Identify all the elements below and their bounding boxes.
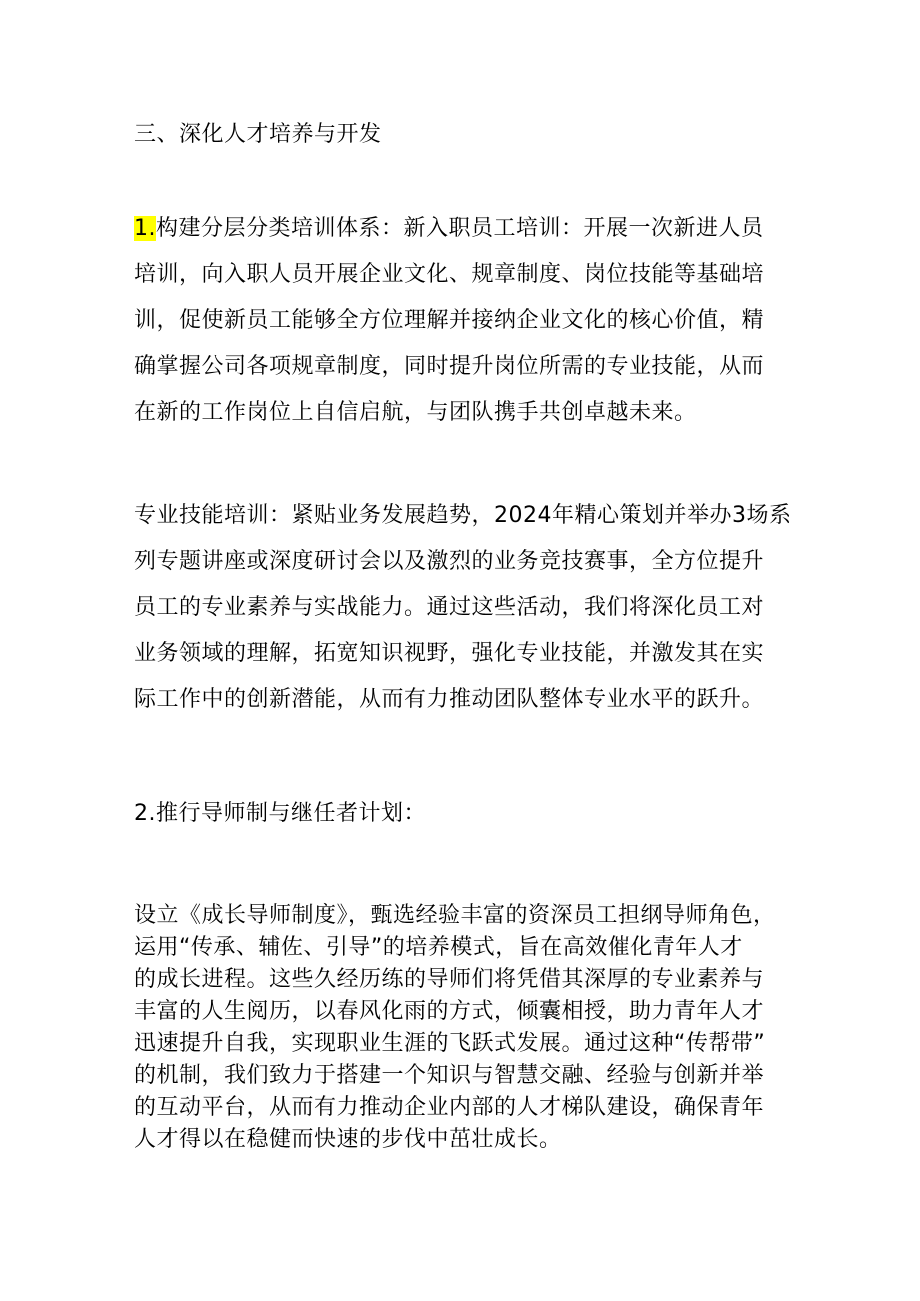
paragraph-mentorship <box>134 900 794 1156</box>
paragraph-line: 在新的工作岗位上自信启航，与团队携手共创卓越未来。 <box>134 400 697 425</box>
paragraph-skill-training <box>134 493 794 723</box>
paragraph-line: 运用“传承、辅佐、引导”的培养模式，旨在高效催化青年人才 <box>134 935 743 960</box>
paragraph-line: 训，促使新员工能够全方位理解并接纳企业文化的核心价值，精 <box>134 308 765 333</box>
paragraph-line: 1.构建分层分类培训体系：新入职员工培训：开展一次新进人员 <box>134 216 764 241</box>
section-heading: 三、深化人才培养与开发 <box>134 122 382 147</box>
paragraph-line: 列专题讲座或深度研讨会以及激烈的业务竞技赛事，全方位提升 <box>134 549 765 574</box>
paragraph-line: 的成长进程。这些久经历练的导师们将凭借其深厚的专业素养与 <box>134 967 765 992</box>
subheading-mentorship: 2.推行导师制与继任者计划： <box>134 801 426 826</box>
paragraph-line: 人才得以在稳健而快速的步伐中茁壮成长。 <box>134 1127 562 1152</box>
paragraph-line: 迅速提升自我，实现职业生涯的飞跃式发展。通过这种“传帮带” <box>134 1031 766 1056</box>
paragraph-layered-training <box>134 206 794 436</box>
paragraph-line: 专业技能培训：紧贴业务发展趋势，2024年精心策划并举办3场系 <box>134 503 792 528</box>
paragraph-line: 业务领域的理解，拓宽知识视野，强化专业技能，并激发其在实 <box>134 641 765 666</box>
paragraph-line: 的互动平台，从而有力推动企业内部的人才梯队建设，确保青年 <box>134 1095 765 1120</box>
paragraph-line: 设立《成长导师制度》，甄选经验丰富的资深员工担纲导师角色， <box>134 903 776 928</box>
paragraph-line: 培训，向入职人员开展企业文化、规章制度、岗位技能等基础培 <box>134 262 765 287</box>
paragraph-line: 员工的专业素养与实战能力。通过这些活动，我们将深化员工对 <box>134 595 765 620</box>
paragraph-line: 际工作中的创新潜能，从而有力推动团队整体专业水平的跃升。 <box>134 687 765 712</box>
paragraph-line: 的机制，我们致力于搭建一个知识与智慧交融、经验与创新并举 <box>134 1063 765 1088</box>
highlighted-list-number: 1. <box>134 216 156 241</box>
paragraph-line: 确掌握公司各项规章制度，同时提升岗位所需的专业技能，从而 <box>134 354 765 379</box>
paragraph-line: 丰富的人生阅历，以春风化雨的方式，倾囊相授，助力青年人才 <box>134 999 765 1024</box>
